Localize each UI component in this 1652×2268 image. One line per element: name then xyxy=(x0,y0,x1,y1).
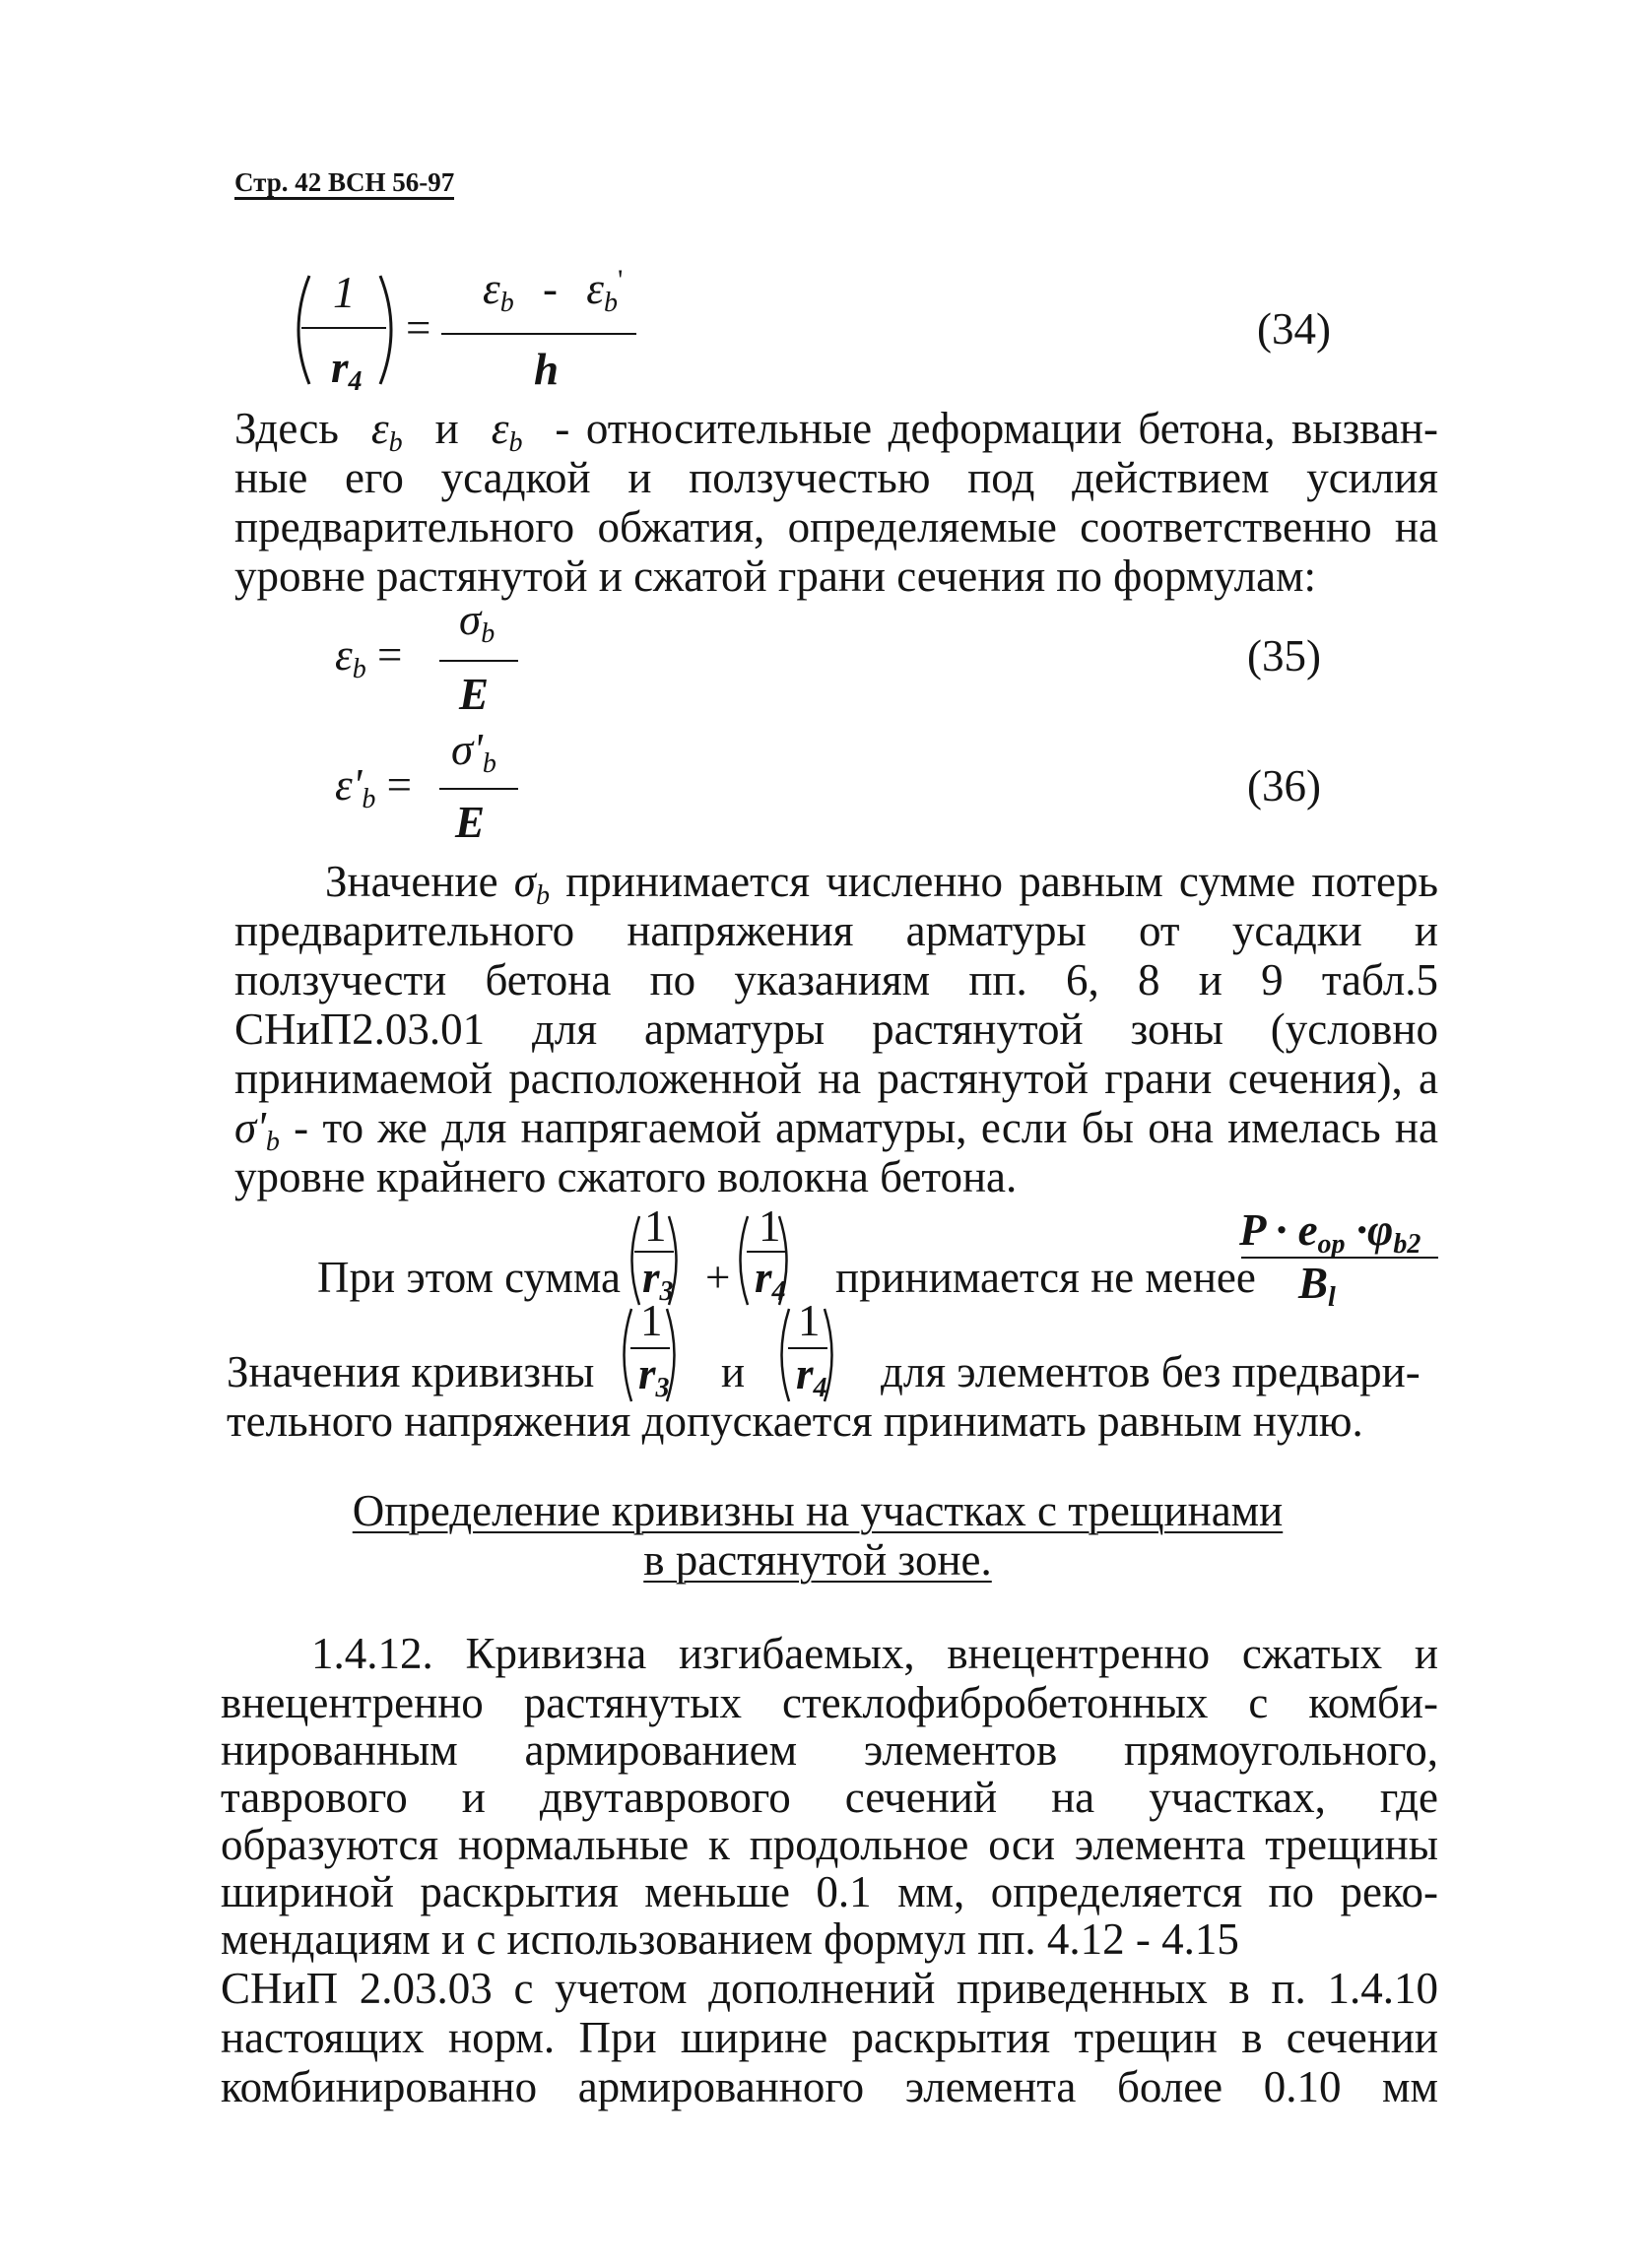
paragraph-1-line-4: уровне растянутой и сжатой грани сечения по формулам: xyxy=(234,551,1317,601)
f34-denominator: h xyxy=(534,345,560,394)
p4-frac1-den: r3 xyxy=(638,1349,670,1403)
p3-text-a: При этом сумма xyxy=(317,1253,621,1302)
p3-frac1-left-paren xyxy=(623,1213,642,1308)
section-heading-line-1: Определение кривизны на участках с трещинами xyxy=(352,1486,1284,1535)
f34-right-paren xyxy=(376,272,406,388)
page-reference: Стр. 42 ВСН 56-97 xyxy=(234,167,455,197)
section-line-9: настоящих норм. При ширине раскрытия трещин в сечении xyxy=(221,2013,1438,2062)
p3-frac1-right-paren xyxy=(666,1213,686,1308)
p4-frac1-num: 1 xyxy=(640,1296,663,1345)
f35-bar xyxy=(439,660,518,662)
p4-text-a: Значения кривизны xyxy=(227,1347,595,1396)
p3-plus: + xyxy=(705,1253,731,1302)
section-line-4: таврового и двутаврового сечений на участках, где xyxy=(221,1773,1438,1822)
paragraph-1-line-1: Здесь εb и εb - относительные деформации бетона, вызван- xyxy=(234,404,1438,458)
section-line-7: мендациям и с использованием формул пп. 4.12 - 4.15 xyxy=(221,1914,1239,1964)
p4-line-2: тельного напряжения допускается принимать равным нулю. xyxy=(227,1396,1363,1446)
p3-frac2-right-paren xyxy=(776,1213,796,1308)
f36-numerator: σ'b xyxy=(451,725,496,779)
paragraph-1-line-3: предварительного обжатия, определяемые соответственно на xyxy=(234,502,1438,551)
section-line-6: шириной раскрытия меньше 0.1 мм, определяется по реко- xyxy=(221,1867,1438,1916)
section-line-8: СНиП 2.03.03 с учетом дополнений приведенных в п. 1.4.10 xyxy=(221,1964,1438,2013)
f36-bar xyxy=(439,788,518,790)
p3-frac2-num: 1 xyxy=(759,1201,781,1251)
f36-denominator: E xyxy=(455,798,486,847)
p4-and: и xyxy=(721,1347,746,1396)
paragraph-2-line-5: принимаемой расположенной на растянутой грани сечения), а xyxy=(234,1054,1438,1103)
f34-number: (34) xyxy=(1257,304,1331,354)
p3-frac2-den: r4 xyxy=(755,1253,786,1307)
p4-frac2-num: 1 xyxy=(798,1296,821,1345)
paragraph-2-line-4: СНиП2.03.01 для арматуры растянутой зоны (условно xyxy=(234,1004,1438,1054)
f34-lhs-numerator: 1 xyxy=(333,268,356,317)
section-line-10: комбинированно армированного элемента более 0.10 мм xyxy=(221,2062,1438,2111)
paragraph-1-line-2: ные его усадкой и ползучестью под действием усилия xyxy=(234,453,1438,502)
f35-numerator: σb xyxy=(459,595,496,649)
p3-limit-denominator: Bl xyxy=(1298,1259,1336,1313)
f34-numerator: εb - εb' xyxy=(483,264,624,318)
p3-frac2-left-paren xyxy=(731,1213,751,1308)
p4-frac2-left-paren xyxy=(772,1306,792,1404)
f34-lhs-bar xyxy=(301,327,386,329)
page-header xyxy=(234,167,454,200)
section-line-1: 1.4.12. Кривизна изгибаемых, внецентренно сжатых и xyxy=(311,1629,1438,1678)
section-heading-line-2: в растянутой зоне. xyxy=(643,1535,992,1585)
paragraph-2-line-1: Значение σb принимается численно равным сумме потерь xyxy=(325,857,1439,911)
f34-bar xyxy=(441,333,636,335)
p3-limit-numerator: P · eop ·φb2 xyxy=(1239,1205,1421,1260)
f36-lhs: ε'b = xyxy=(335,760,412,814)
f36-number: (36) xyxy=(1247,761,1321,810)
paragraph-2-line-7: уровне крайнего сжатого волокна бетона. xyxy=(234,1152,1018,1201)
p4-text-b: для элементов без предвари- xyxy=(881,1347,1421,1396)
section-line-2: внецентренно растянутых стеклофибробетонных с комби- xyxy=(221,1678,1438,1727)
f34-lhs-denominator: r4 xyxy=(331,343,363,397)
f35-lhs: εb = xyxy=(335,630,403,684)
p3-text-b: принимается не менее xyxy=(835,1253,1256,1302)
f34-equals: = xyxy=(406,303,431,353)
f35-number: (35) xyxy=(1247,631,1321,680)
paragraph-2-line-6: σ'b - то же для напрягаемой арматуры, если бы она имелась на xyxy=(234,1103,1438,1157)
p4-frac2-right-paren xyxy=(822,1306,841,1404)
p4-frac1-right-paren xyxy=(664,1306,684,1404)
p4-frac2-den: r4 xyxy=(796,1349,827,1403)
p3-frac1-num: 1 xyxy=(644,1201,667,1251)
f35-denominator: E xyxy=(459,670,490,719)
paragraph-2-line-3: ползучести бетона по указаниям пп. 6, 8 и 9 табл.5 xyxy=(234,955,1438,1004)
section-line-5: образуются нормальные к продольное оси элемента трещины xyxy=(221,1820,1438,1869)
section-line-3: нированным армированием элементов прямоугольного, xyxy=(221,1725,1438,1775)
p3-frac1-den: r3 xyxy=(642,1253,674,1307)
paragraph-2-line-2: предварительного напряжения арматуры от усадки и xyxy=(234,906,1438,955)
f34-left-paren xyxy=(284,272,313,388)
p3-limit-bar xyxy=(1241,1257,1438,1259)
p4-frac1-left-paren xyxy=(615,1306,634,1404)
